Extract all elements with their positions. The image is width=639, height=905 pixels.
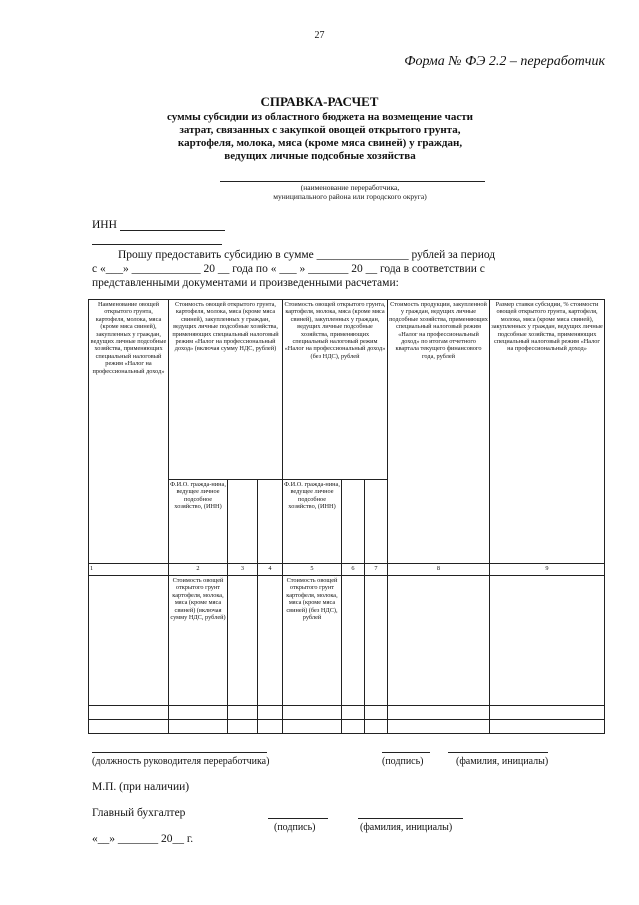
head-name-line[interactable]	[448, 752, 548, 753]
table-cell[interactable]	[283, 706, 342, 720]
request-line: с «___» ____________ 20 __ года по « ___ » _______ 20 __ года в соответствии с	[92, 263, 485, 275]
column-number: 7	[365, 564, 388, 576]
subheader-cell	[365, 480, 388, 564]
table-cell[interactable]	[258, 706, 283, 720]
subheader-cell	[228, 480, 258, 564]
table-cell[interactable]	[258, 720, 283, 734]
table-cell[interactable]	[169, 706, 228, 720]
subtitle-line: ведущих личные подсобные хозяйства	[224, 150, 416, 162]
subtitle-line: картофеля, молока, мяса (кроме мяса свиней) у граждан,	[177, 137, 463, 149]
table-cell[interactable]	[490, 706, 605, 720]
header-col-8: Стоимость продукции, закупленной у граждан, ведущих личные подсобные хозяйства, применяющих специальный налоговый режим «Налог на профессиональный доход» по итогам отчетного квартала текущего финансового года, рублей	[388, 300, 490, 564]
table-cell[interactable]	[365, 576, 388, 706]
head-position-caption: (должность руководителя переработчика)	[92, 756, 270, 767]
processor-name-line[interactable]	[220, 181, 485, 182]
table-cell[interactable]	[365, 720, 388, 734]
head-signature-line[interactable]	[382, 752, 430, 753]
calculation-table	[88, 299, 605, 734]
table-cell[interactable]	[388, 720, 490, 734]
column-number: 3	[228, 564, 258, 576]
accountant-signature-line[interactable]	[268, 818, 328, 819]
header-col-1: Наименование овощей открытого грунта, картофеля, молока, мяса (кроме мяса свиней), закупленных у граждан, ведущих личные подсобные хозяйства, применяющих специальный налоговый режим «Налог на профессиональный доход»	[89, 300, 169, 564]
fio-cell: Ф.И.О. гражда-нина, ведущее личное подсобное хозяйство, (ИНН)	[169, 480, 228, 564]
subtitle-line: суммы субсидии из областного бюджета на возмещение части	[167, 111, 473, 123]
table-cell[interactable]	[342, 720, 365, 734]
table-cell[interactable]	[89, 720, 169, 734]
request-line: представленными документами и произведенными расчетами:	[92, 277, 399, 289]
column-number-row	[89, 564, 605, 576]
header-col-2: Стоимость овощей открытого грунта, картофеля, молока, мяса (кроме мяса свиней), закупленных у граждан, ведущих личные подсобные хозяйства, применяющих специальный налоговый режим «Налог на профессиональный доход» (включая сумму НДС, рублей)	[169, 300, 283, 480]
table-row	[89, 706, 605, 720]
request-line: Прошу предоставить субсидию в сумме ________________ рублей за период	[118, 249, 496, 261]
accountant-name-caption: (фамилия, инициалы)	[360, 822, 453, 833]
value-col-5: Стоимость овощей открытого грунт картофеля, молока, мяса (кроме мяса свиней) (без НДС), рублей	[283, 576, 342, 706]
column-number: 2	[169, 564, 228, 576]
column-number: 8	[388, 564, 490, 576]
column-number: 5	[283, 564, 342, 576]
table-cell[interactable]	[283, 720, 342, 734]
inn-extra-line[interactable]	[92, 244, 222, 245]
accountant-name-line[interactable]	[358, 818, 463, 819]
head-position-line[interactable]	[92, 752, 267, 753]
inn-field[interactable]	[120, 230, 225, 231]
fio-cell: Ф.И.О. гражда-нина, ведущее личное подсобное хозяйство, (ИНН)	[283, 480, 342, 564]
column-number: 1	[89, 564, 169, 576]
head-name-caption: (фамилия, инициалы)	[456, 756, 549, 767]
inn-label: ИНН	[92, 219, 117, 231]
table-cell[interactable]	[228, 576, 258, 706]
table-row	[89, 720, 605, 734]
table-cell[interactable]	[258, 576, 283, 706]
stamp-label: М.П. (при наличии)	[92, 781, 190, 793]
page-number: 27	[314, 30, 325, 41]
table-cell[interactable]	[490, 720, 605, 734]
header-col-9: Размер ставки субсидии, % стоимости овощей открытого грунта, картофеля, молока, мяса (кроме мяса свиней), закупленных у граждан, ведущих личные подсобные хозяйства, применяющих специальный налоговый режим «Налог на профессиональный доход»	[490, 300, 605, 564]
table-cell[interactable]	[388, 576, 490, 706]
table-cell[interactable]	[342, 576, 365, 706]
table-cell[interactable]	[89, 706, 169, 720]
value-col-2: Стоимость овощей открытого грунт картофеля, молока, мяса (кроме мяса свиней) (включая сумму НДС, рублей)	[169, 576, 228, 706]
table-cell[interactable]	[228, 720, 258, 734]
head-signature-caption: (подпись)	[382, 756, 424, 767]
document-title: СПРАВКА-РАСЧЕТ	[260, 94, 379, 109]
table-cell[interactable]	[342, 706, 365, 720]
accountant-signature-caption: (подпись)	[274, 822, 316, 833]
column-number: 6	[342, 564, 365, 576]
request-paragraph	[92, 248, 604, 290]
form-code: Форма № ФЭ 2.2 – переработчик	[404, 54, 605, 69]
column-number: 9	[490, 564, 605, 576]
table-cell[interactable]	[365, 706, 388, 720]
subheader-cell	[258, 480, 283, 564]
table-cell[interactable]	[388, 706, 490, 720]
table-cell[interactable]	[490, 576, 605, 706]
table-cell[interactable]	[89, 576, 169, 706]
date-field[interactable]: «__» _______ 20__ г.	[92, 833, 194, 845]
table-cell[interactable]	[228, 706, 258, 720]
subheader-cell	[342, 480, 365, 564]
header-col-5: Стоимость овощей открытого грунта, картофеля, молока, мяса (кроме мяса свиней), закупленных у граждан, ведущих личные подсобные хозяйства, применяющих специальный налоговый режим «Налог на профессиональный доход» (без НДС), рублей	[283, 300, 388, 480]
table-cell[interactable]	[169, 720, 228, 734]
caption-line: муниципального района или городского округа)	[273, 192, 427, 201]
table-row	[89, 576, 605, 706]
column-number: 4	[258, 564, 283, 576]
processor-caption	[200, 183, 500, 201]
document-subtitle	[100, 111, 540, 163]
table-header-row	[89, 300, 605, 480]
caption-line: (наименование переработчика,	[300, 183, 400, 192]
subtitle-line: затрат, связанных с закупкой овощей открытого грунта,	[179, 124, 461, 136]
chief-accountant-label: Главный бухгалтер	[92, 807, 186, 819]
